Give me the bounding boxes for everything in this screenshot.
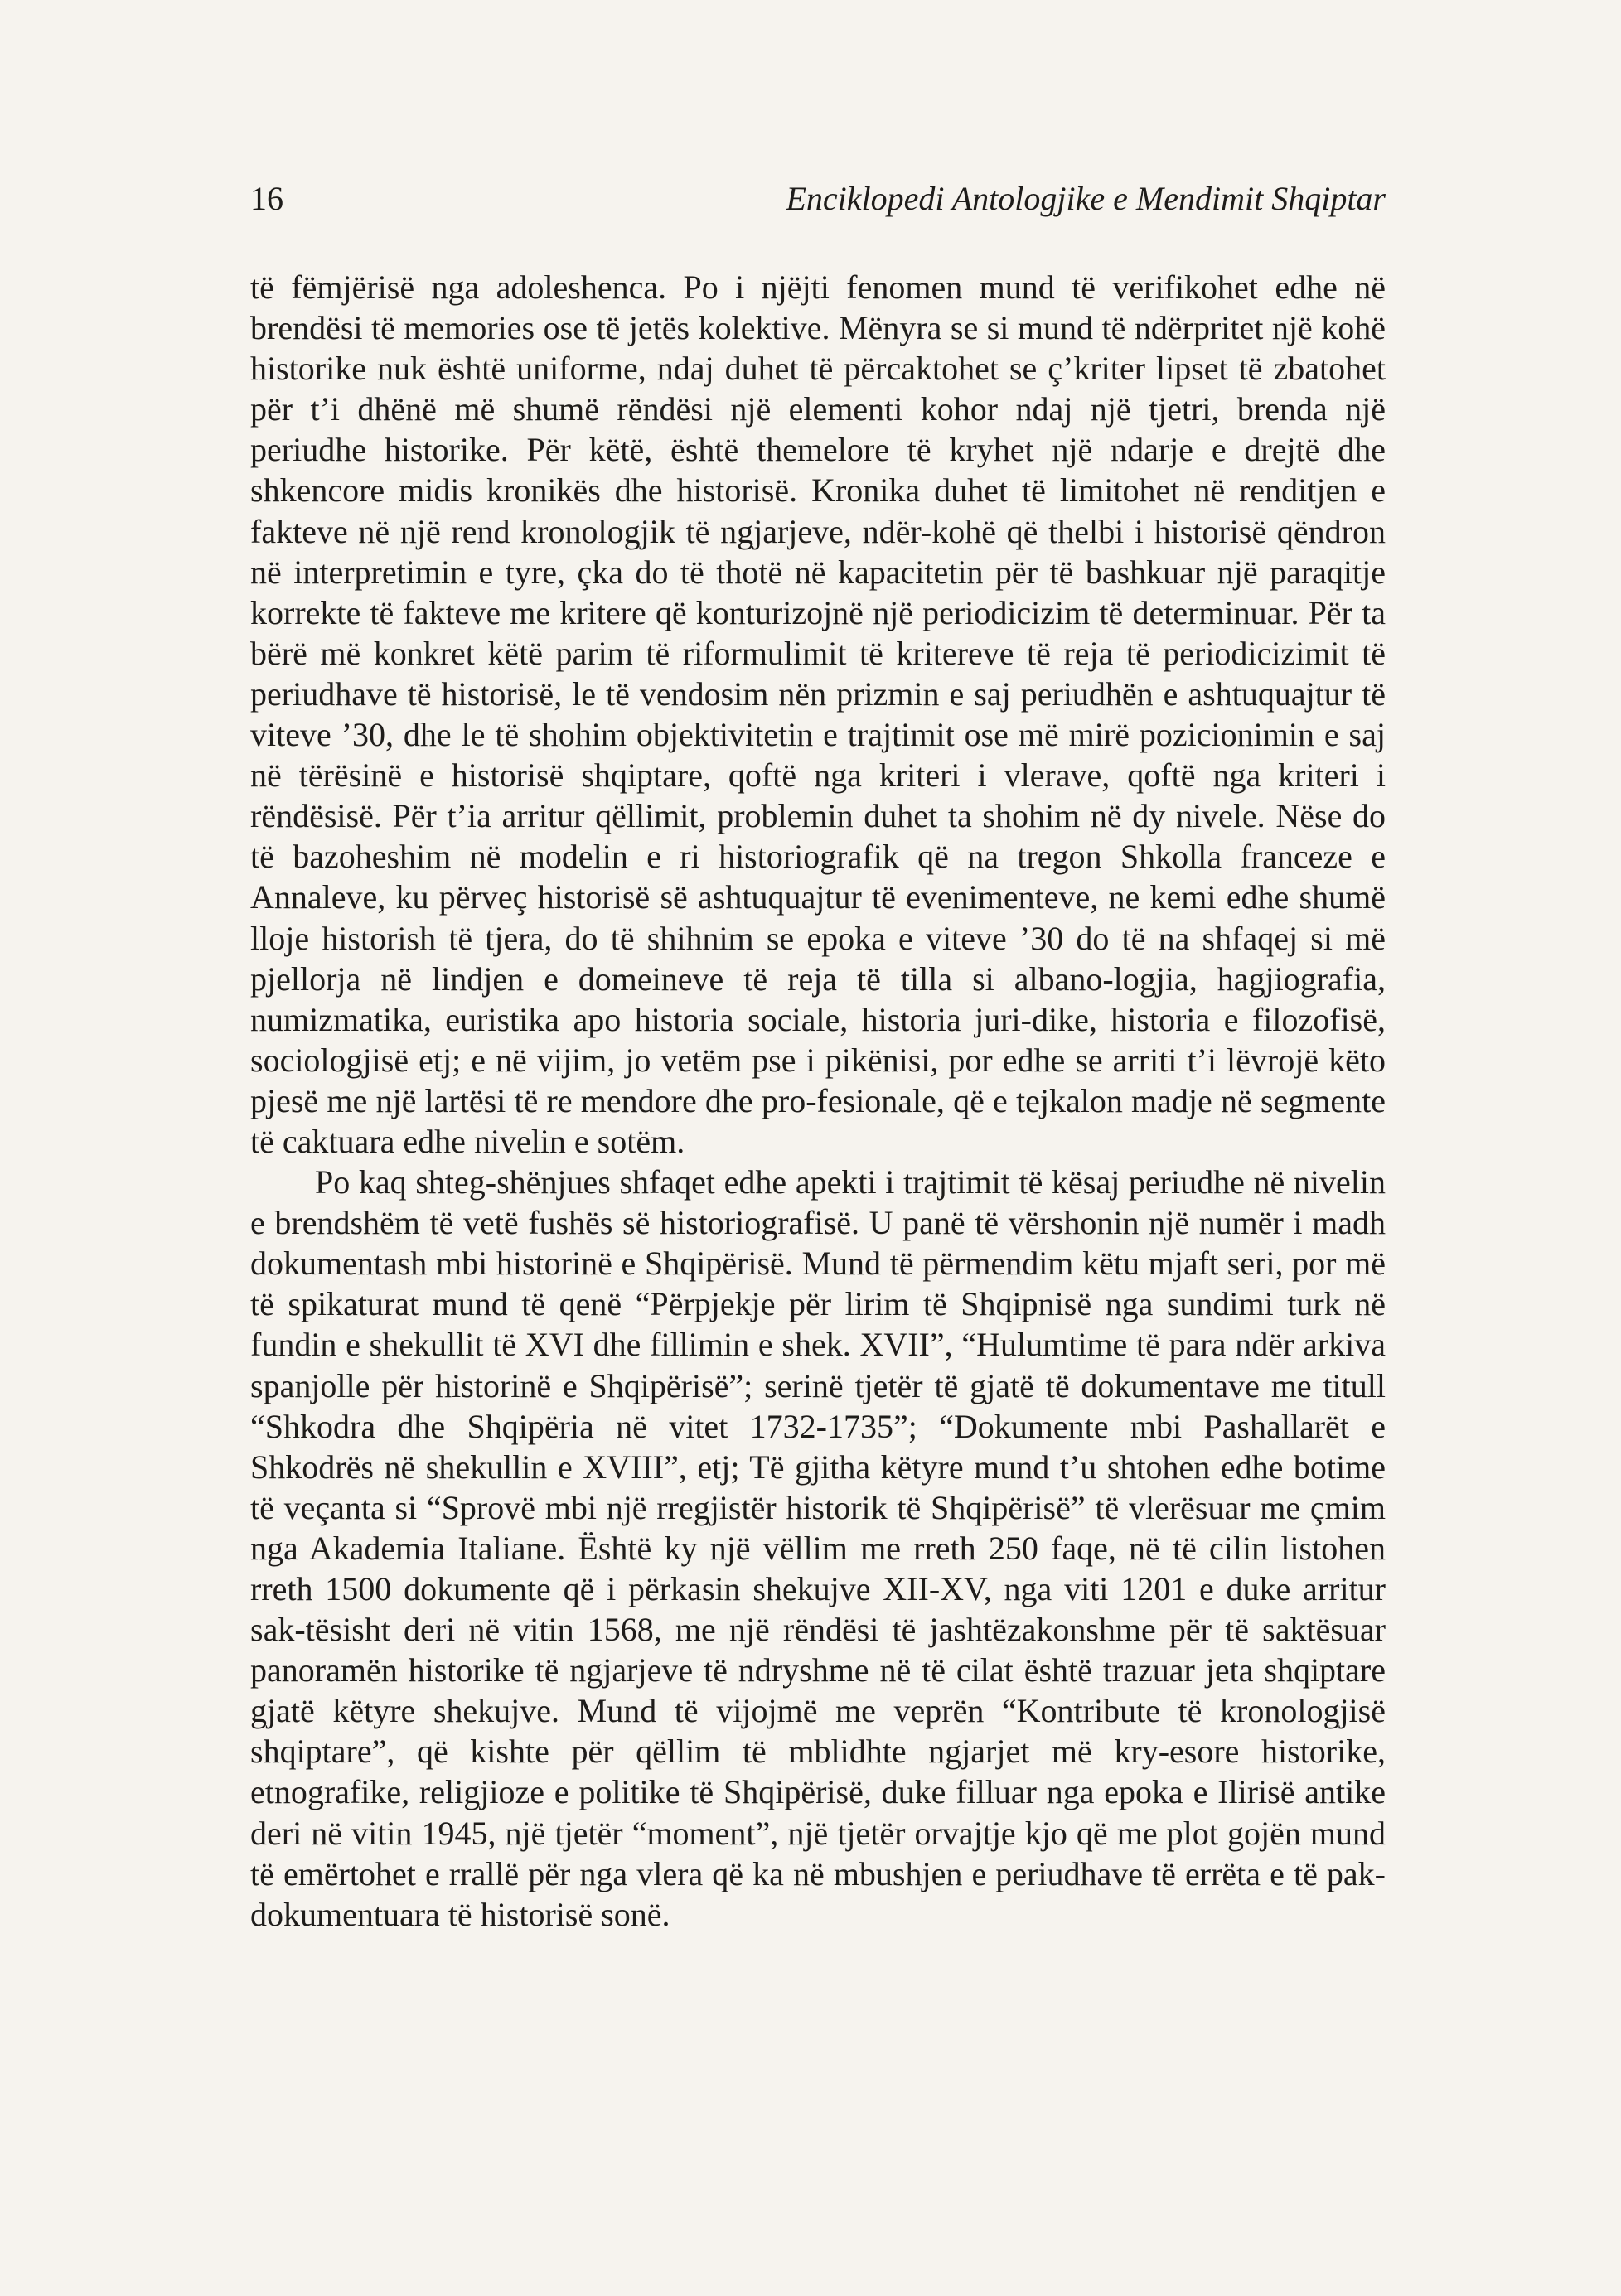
page-header xyxy=(250,179,1386,229)
running-title: Enciklopedi Antologjike e Mendimit Shqiptar xyxy=(786,180,1386,217)
paragraph-1: të fëmjërisë nga adoleshenca. Po i njëjti fenomen mund të verifikohet edhe në brendësi të memories ose të jetës kolektive. Mënyra se si mund të ndërpritet një kohë historike nuk është uniforme, ndaj duhet të përcaktohet se ç’kriter lipset të zbatohet për t’i dhënë më shumë rëndësi një elementi kohor ndaj një tjetri, brenda një periudhe historike. Për këtë, është themelore të kryhet një ndarje e drejtë dhe shkencore midis kronikës dhe historisë. Kronika duhet të limitohet në renditjen e fakteve në një rend kronologjik të ngjarjeve, ndër-kohë që thelbi i historisë qëndron në interpretimin e tyre, çka do të thotë në kapacitetin për të bashkuar një paraqitje korrekte të fakteve me kritere që konturizojnë një periodicizim të determinuar. Për ta bërë më konkret këtë parim të riformulimit të kritereve të reja të periodicizimit të periudhave të historisë, le të vendosim nën prizmin e saj periudhën e ashtuquajtur të viteve ’30, dhe le të shohim objektivitetin e trajtimit ose më mirë pozicionimin e saj në tërësinë e historisë shqiptare, qoftë nga kriteri i vlerave, qoftë nga kriteri i rëndësisë. Për t’ia arritur qëllimit, problemin duhet ta shohim në dy nivele. Nëse do të bazoheshim në modelin e ri historiografik që na tregon Shkolla franceze e Annaleve, ku përveç historisë së ashtuquajtur të evenimenteve, ne kemi edhe shumë lloje historish të tjera, do të shihnim se epoka e viteve ’30 do të na shfaqej si më pjellorja në lindjen e domeineve të reja të tilla si albano-logjia, hagjiografia, numizmatika, euristika apo historia sociale, historia juri-dike, historia e filozofisë, sociologjisë etj; e në vijim, jo vetëm pse i pikënisi, por edhe se arriti t’i lëvrojë këto pjesë me një lartësi të re mendore dhe pro-fesionale, që e tejkalon madje në segmente të caktuara edhe nivelin e sotëm. xyxy=(250,268,1386,1160)
body-text xyxy=(250,267,1386,1935)
paragraph-2: Po kaq shteg-shënjues shfaqet edhe apekti i trajtimit të kësaj periudhe në nivelin e brendshëm të vetë fushës së historiografisë. U panë të vërshonin një numër i madh dokumentash mbi historinë e Shqipërisë. Mund të përmendim këtu mjaft seri, por më të spikaturat mund të qenë “Përpjekje për lirim të Shqipnisë nga sundimi turk në fundin e shekullit të XVI dhe fillimin e shek. XVII”, “Hulumtime të para ndër arkiva spanjolle për historinë e Shqipërisë”; serinë tjetër të gjatë të dokumentave me titull “Shkodra dhe Shqipëria në vitet 1732-1735”; “Dokumente mbi Pashallarët e Shkodrës në shekullin e XVIII”, etj; Të gjitha këtyre mund t’u shtohen edhe botime të veçanta si “Sprovë mbi një rregjistër historik të Shqipërisë” të vlerësuar me çmim nga Akademia Italiane. Është ky një vëllim me rreth 250 faqe, në të cilin listohen rreth 1500 dokumente që i përkasin shekujve XII-XV, nga viti 1201 e duke arritur sak-tësisht deri në vitin 1568, me një rëndësi të jashtëzakonshme për të saktësuar panoramën historike të ngjarjeve të ndryshme në të cilat është trazuar jeta shqiptare gjatë këtyre shekujve. Mund të vijojmë me veprën “Kontribute të kronologjisë shqiptare”, që kishte për qëllim të mblidhte ngjarjet më kry-esore historike, etnografike, religjioze e politike të Shqipërisë, duke filluar nga epoka e Ilirisë antike deri në vitin 1945, një tjetër “moment”, një tjetër orvajtje kjo që me plot gojën mund të emërtohet e rrallë për nga vlera që ka në mbushjen e periudhave të errëta e të pak-dokumentuara të historisë sonë. xyxy=(250,1163,1386,1933)
page-number: 16 xyxy=(250,180,283,217)
